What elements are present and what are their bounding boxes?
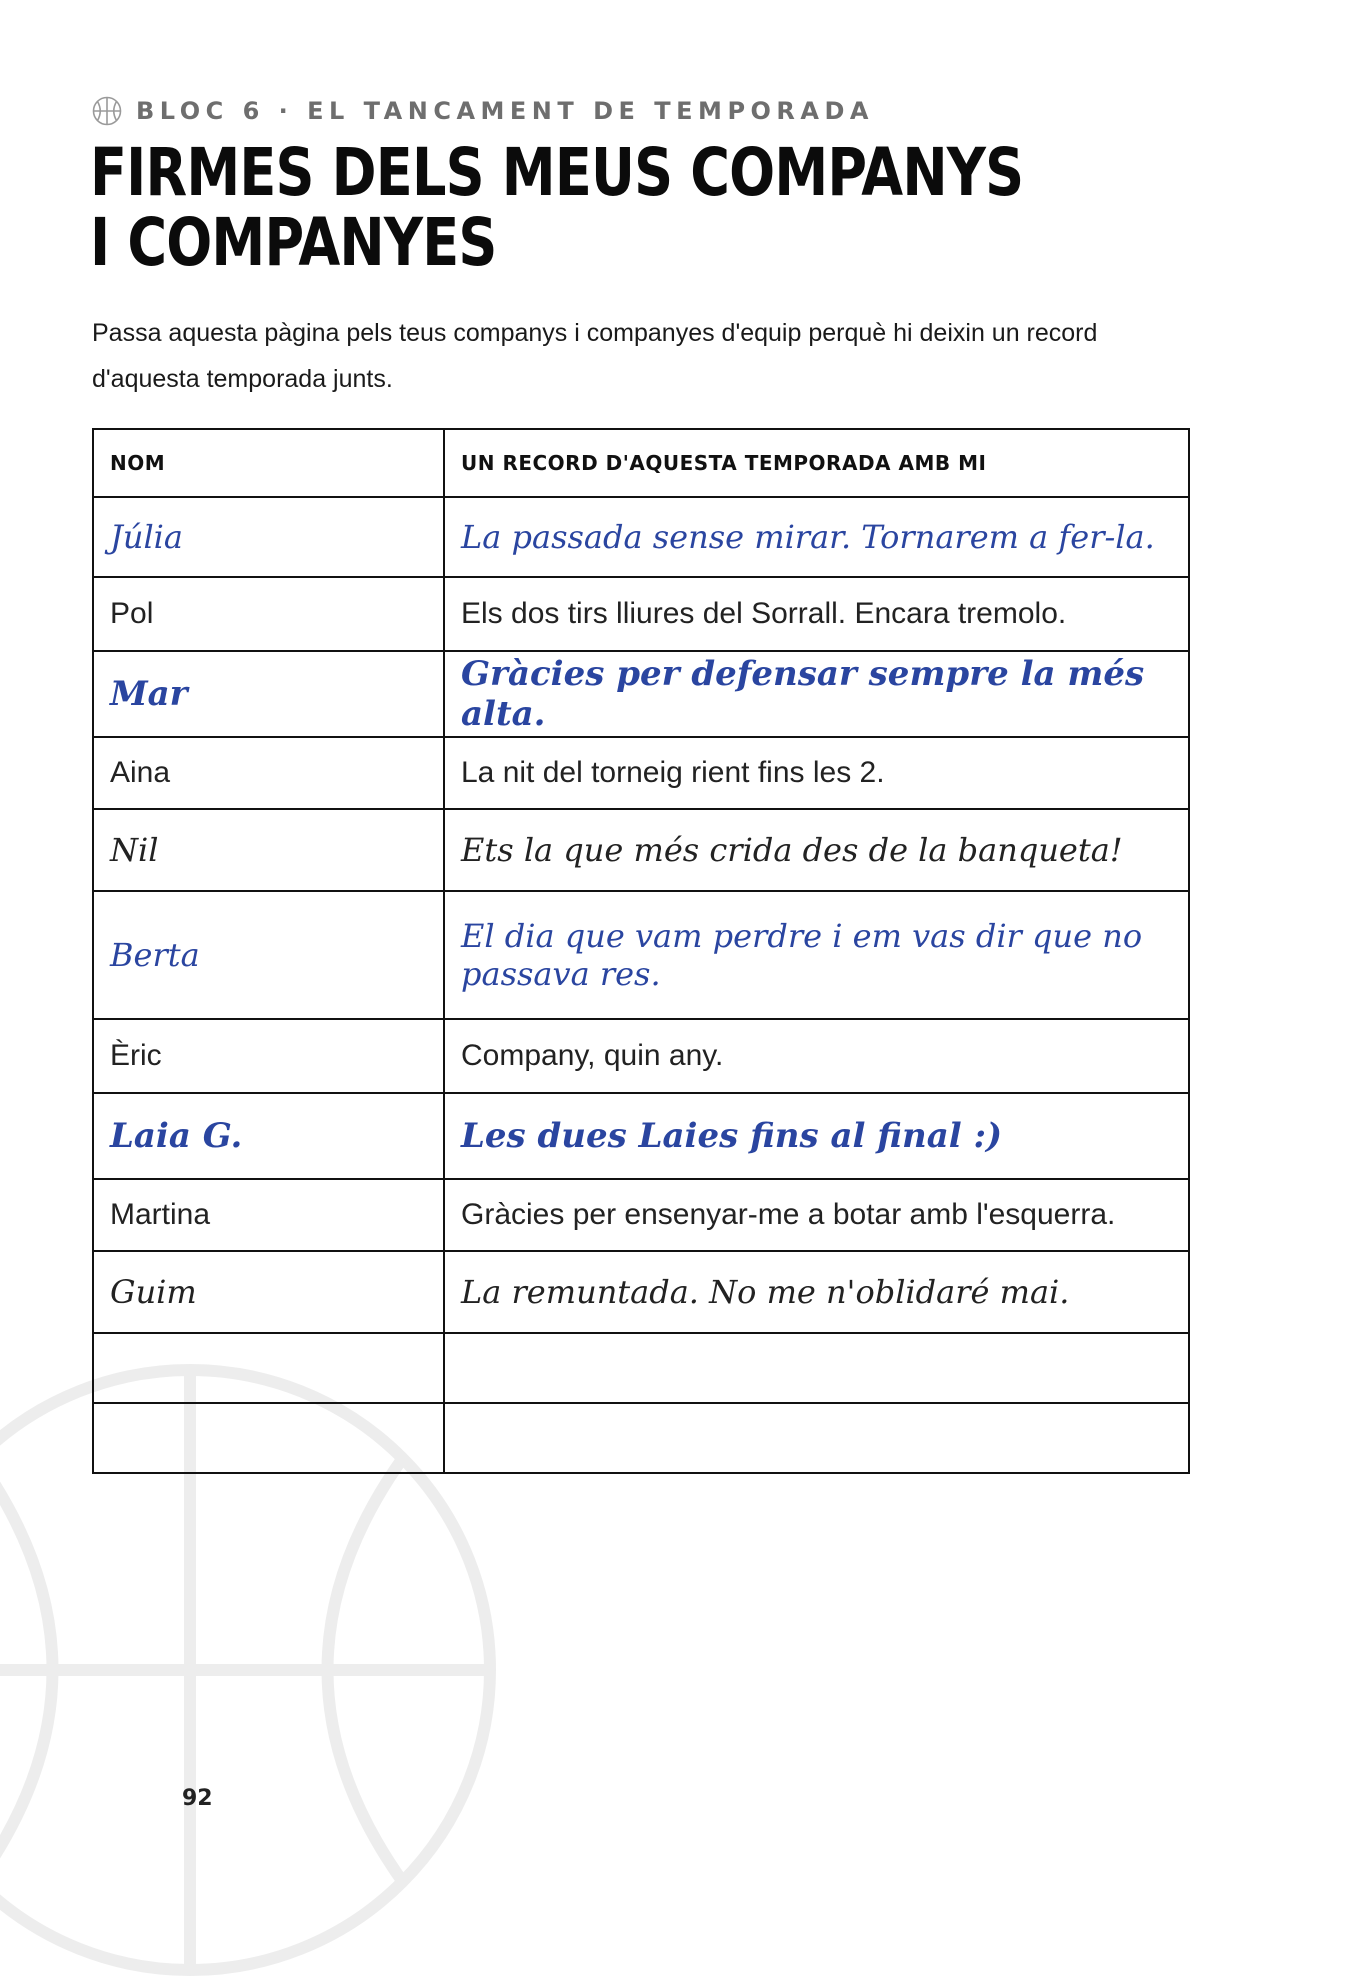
table-row	[93, 737, 1189, 809]
signer-memory-cell[interactable]: Company, quin any.	[444, 1019, 1189, 1093]
signer-name-cell[interactable]	[93, 1403, 444, 1473]
signer-memory-cell[interactable]	[444, 1403, 1189, 1473]
section-eyebrow	[92, 96, 874, 126]
table-row	[93, 1251, 1189, 1333]
signer-memory-cell[interactable]: La remuntada. No me n'oblidaré mai.	[444, 1251, 1189, 1333]
signer-name-cell[interactable]: Aina	[93, 737, 444, 809]
signer-memory-cell[interactable]: La nit del torneig rient fins les 2.	[444, 737, 1189, 809]
signer-name-cell[interactable]: Laia G.	[93, 1093, 444, 1179]
signer-memory-cell[interactable]: Les dues Laies fins al final :)	[444, 1093, 1189, 1179]
table-header-row	[93, 429, 1189, 497]
table-row	[93, 1179, 1189, 1251]
table-row	[93, 1093, 1189, 1179]
signer-name-cell[interactable]: Pol	[93, 577, 444, 651]
basketball-icon	[92, 96, 122, 126]
signer-name-cell[interactable]	[93, 1333, 444, 1403]
signer-memory-cell[interactable]: El dia que vam perdre i em vas dir que no passava res.	[444, 891, 1189, 1019]
signer-name-cell[interactable]: Júlia	[93, 497, 444, 577]
signer-memory-cell[interactable]: Gràcies per ensenyar-me a botar amb l'esquerra.	[444, 1179, 1189, 1251]
signer-memory-cell[interactable]: La passada sense mirar. Tornarem a fer-la.	[444, 497, 1189, 577]
column-header-name: NOM	[93, 429, 444, 497]
page-number: 92	[182, 1786, 213, 1811]
signer-name-cell[interactable]: Èric	[93, 1019, 444, 1093]
table-row	[93, 1403, 1189, 1473]
table-row	[93, 577, 1189, 651]
signatures-table-body	[93, 497, 1189, 1473]
signer-name-cell[interactable]: Mar	[93, 651, 444, 737]
intro-text: Passa aquesta pàgina pels teus companys i companyes d'equip perquè hi deixin un record d'aquesta temporada junts.	[92, 319, 1098, 393]
table-row	[93, 891, 1189, 1019]
signer-memory-cell[interactable]	[444, 1333, 1189, 1403]
signer-memory-cell[interactable]: Gràcies per defensar sempre la més alta.	[444, 651, 1189, 737]
table-row	[93, 809, 1189, 891]
section-label: BLOC 6 · EL TANCAMENT DE TEMPORADA	[136, 97, 874, 125]
signer-name-cell[interactable]: Martina	[93, 1179, 444, 1251]
table-row	[93, 497, 1189, 577]
signatures-table	[92, 428, 1190, 1474]
signer-memory-cell[interactable]: Ets la que més crida des de la banqueta!	[444, 809, 1189, 891]
signer-name-cell[interactable]: Guim	[93, 1251, 444, 1333]
page-title: FIRMES DELS MEUS COMPANYS I COMPANYES	[90, 134, 1024, 281]
signer-memory-cell[interactable]: Els dos tirs lliures del Sorrall. Encara tremolo.	[444, 577, 1189, 651]
signer-name-cell[interactable]: Berta	[93, 891, 444, 1019]
table-row	[93, 651, 1189, 737]
table-row	[93, 1019, 1189, 1093]
signer-name-cell[interactable]: Nil	[93, 809, 444, 891]
table-row	[93, 1333, 1189, 1403]
column-header-memory: UN RECORD D'AQUESTA TEMPORADA AMB MI	[444, 429, 1189, 497]
